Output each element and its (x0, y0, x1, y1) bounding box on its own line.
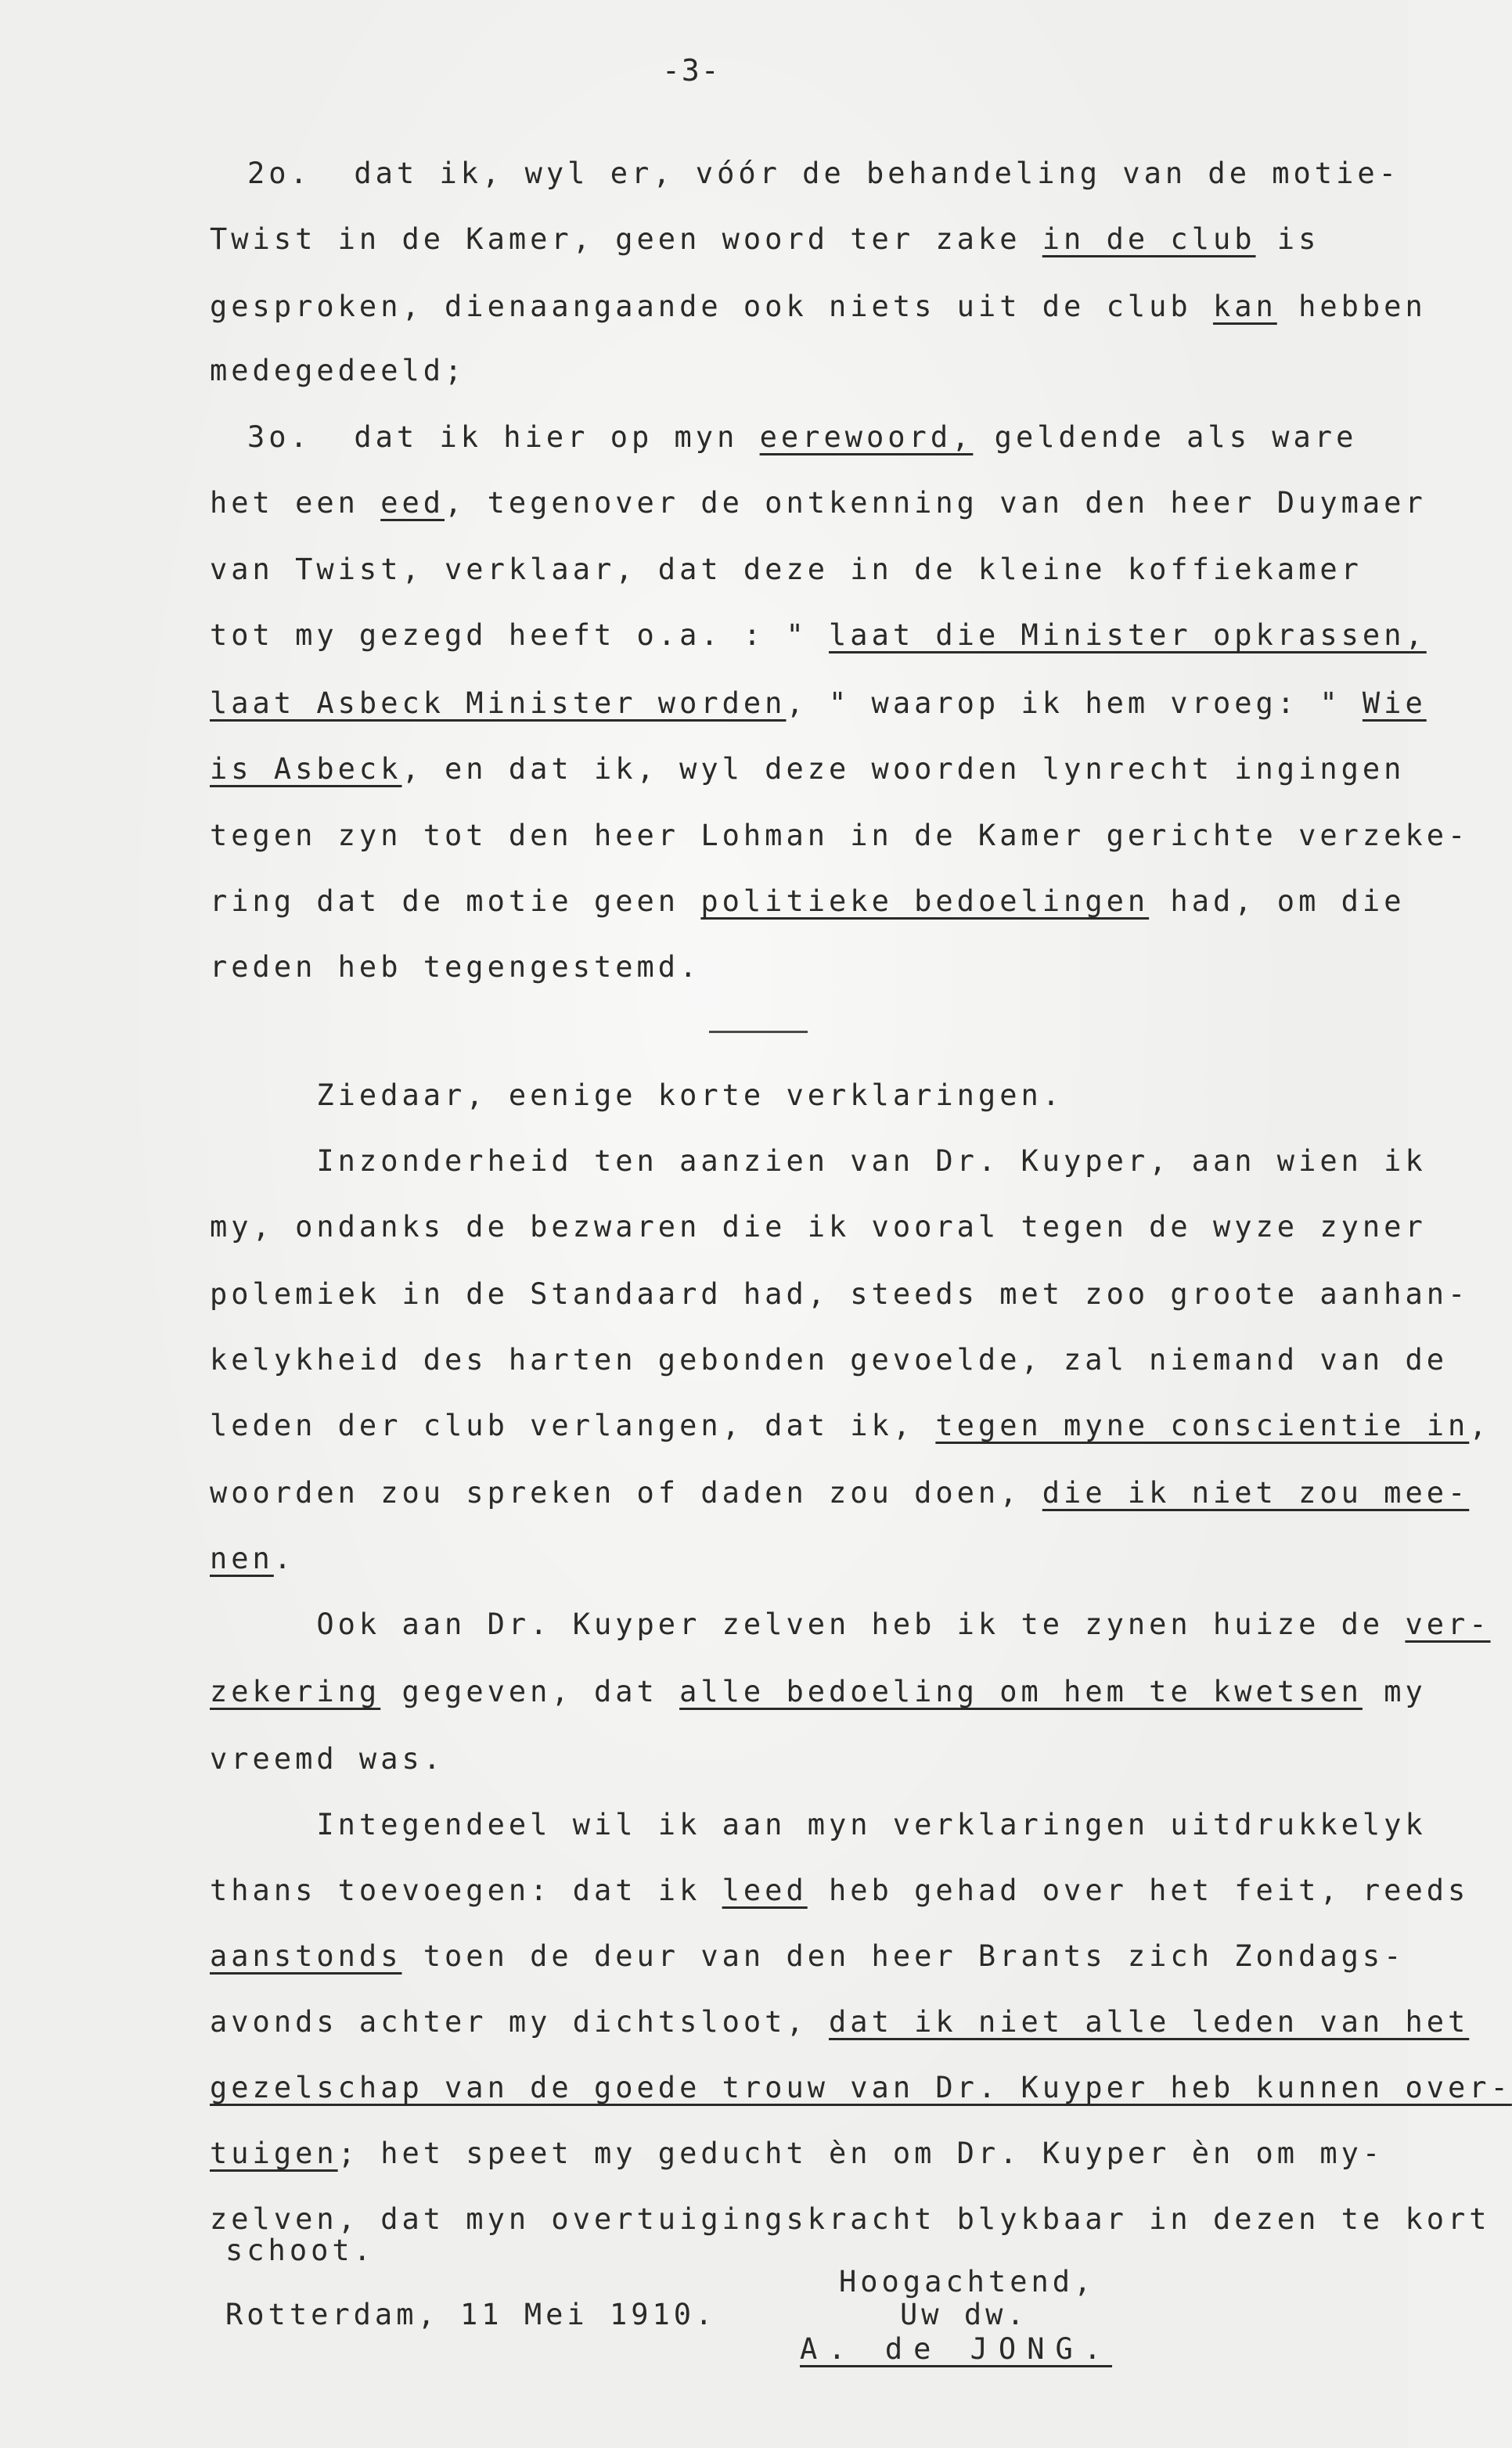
text-segment: leden der club verlangen, dat ik, (210, 1409, 936, 1442)
text-line (210, 819, 1469, 853)
signature: A. de JONG. (800, 2332, 1113, 2366)
text-segment: reden heb tegengestemd. (210, 950, 701, 984)
text-segment: medegedeeld; (210, 354, 466, 387)
text-segment: Ook aan Dr. Kuyper zelven heb ik te zynen huize de (210, 1607, 1406, 1641)
text-line (210, 752, 1405, 787)
underlined-text: in de club (1042, 222, 1256, 256)
text-segment: toen de deur van den heer Brants zich Zondags- (401, 1939, 1406, 1973)
text-segment: Ziedaar, eenige korte verklaringen. (210, 1078, 1064, 1112)
text-line (210, 2202, 1491, 2237)
underlined-text: aanstonds (210, 1939, 402, 1973)
text-segment: geldende als ware (973, 420, 1358, 454)
text-line (247, 420, 1357, 455)
underlined-text: laat die Minister opkrassen, (829, 618, 1427, 652)
text-segment: gesproken, dienaangaande ook niets uit de club (210, 290, 1213, 323)
text-segment: my, ondanks de bezwaren die ik vooral tegen de wyze zyner (210, 1210, 1427, 1244)
closing-salutation: Hoogachtend, (839, 2265, 1096, 2299)
text-line (210, 1343, 1448, 1377)
section-divider (709, 1031, 808, 1033)
text-segment: gegeven, dat (380, 1675, 680, 1708)
text-segment: , en dat ik, wyl deze woorden lynrecht ingingen (401, 752, 1406, 786)
text-line (210, 1078, 1064, 1113)
text-line (210, 1277, 1469, 1312)
text-segment: is (1255, 222, 1320, 256)
underlined-text: leed (722, 1874, 808, 1907)
text-line (210, 2071, 1512, 2105)
text-segment: , tegenover de ontkenning van den heer Duymaer (445, 486, 1427, 520)
text-line (210, 2137, 1384, 2171)
text-segment: zelven, dat myn overtuigingskracht blykbaar in dezen te kort (210, 2202, 1491, 2236)
text-line (247, 157, 1400, 191)
text-line (210, 1542, 295, 1576)
text-line (210, 950, 700, 985)
text-segment: avonds achter my dichtsloot, (210, 2005, 830, 2039)
text-segment: tot my gezegd heeft o.a. : " (210, 618, 830, 652)
underlined-text: die ik niet zou mee- (1042, 1476, 1470, 1510)
underlined-text: alle bedoeling om hem te kwetsen (679, 1675, 1363, 1708)
text-line (210, 222, 1319, 257)
text-segment: woorden zou spreken of daden zou doen, (210, 1476, 1042, 1510)
text-line (210, 486, 1427, 520)
underlined-text: eerewoord, (759, 420, 974, 454)
text-segment: heb gehad over het feit, reeds (807, 1874, 1470, 1907)
text-line (210, 1144, 1427, 1179)
underlined-text: gezelschap van de goede trouw van Dr. Kuyper heb kunnen over- (210, 2071, 1512, 2104)
underlined-text: Wie (1362, 686, 1427, 720)
underlined-text: eed (380, 486, 445, 520)
underlined-text: is Asbeck (210, 752, 402, 786)
underlined-text: dat ik niet alle leden van het (829, 2005, 1470, 2039)
text-segment: . (273, 1542, 296, 1575)
text-line (210, 1808, 1427, 1842)
underlined-text: laat Asbeck Minister worden (210, 686, 787, 720)
text-line (210, 1409, 1491, 1443)
page-number: -3- (662, 53, 721, 88)
underlined-text: nen (210, 1542, 274, 1575)
text-line (210, 553, 1363, 587)
text-segment: schoot. (225, 2234, 375, 2267)
text-segment: thans toevoegen: dat ik (210, 1874, 722, 1907)
text-line (210, 884, 1405, 919)
text-segment: Inzonderheid ten aanzien van Dr. Kuyper, aan wien ik (210, 1144, 1427, 1178)
uw-dw: Uw dw. (900, 2298, 1028, 2331)
text-line (210, 1939, 1405, 1974)
underlined-text: tuigen (210, 2137, 338, 2170)
underlined-text: ver- (1405, 1607, 1491, 1641)
underlined-text: kan (1212, 290, 1277, 323)
text-line (210, 1210, 1427, 1244)
text-line (210, 1742, 445, 1777)
text-segment: 2o. dat ik, wyl er, vóór de behandeling van de motie- (247, 157, 1400, 190)
text-line (210, 2005, 1469, 2039)
text-line (210, 1476, 1469, 1510)
text-line (210, 1607, 1491, 1642)
text-line (210, 1874, 1469, 1908)
text-line (210, 618, 1427, 653)
text-segment: had, om die (1149, 884, 1406, 918)
text-segment: , (1469, 1409, 1491, 1442)
text-segment: van Twist, verklaar, dat deze in de kleine koffiekamer (210, 553, 1363, 586)
text-segment: kelykheid des harten gebonden gevoelde, zal niemand van de (210, 1343, 1449, 1377)
text-line (225, 2234, 375, 2268)
text-segment: ; het speet my geducht èn om Dr. Kuyper èn om my- (337, 2137, 1384, 2170)
text-line (210, 1675, 1427, 1709)
text-segment: Integendeel wil ik aan myn verklaringen uitdrukkelyk (210, 1808, 1427, 1841)
text-segment: vreemd was. (210, 1742, 445, 1776)
text-line (210, 686, 1427, 721)
text-segment: het een (210, 486, 381, 520)
underlined-text: politieke bedoelingen (700, 884, 1150, 918)
text-segment: 3o. dat ik hier op myn (247, 420, 760, 454)
text-segment: , " waarop ik hem vroeg: " (786, 686, 1363, 720)
text-segment: polemiek in de Standaard had, steeds met zoo groote aanhan- (210, 1277, 1470, 1311)
text-line (210, 354, 466, 388)
text-segment: tegen zyn tot den heer Lohman in de Kamer gerichte verzeke- (210, 819, 1470, 852)
underlined-text: tegen myne conscientie in (935, 1409, 1470, 1442)
text-segment: hebben (1276, 290, 1427, 323)
text-line (210, 290, 1427, 324)
text-segment: Twist in de Kamer, geen woord ter zake (210, 222, 1042, 256)
text-segment: ring dat de motie geen (210, 884, 701, 918)
text-segment: my (1362, 1675, 1427, 1708)
place-date: Rotterdam, 11 Mei 1910. (225, 2298, 717, 2331)
underlined-text: zekering (210, 1675, 381, 1708)
